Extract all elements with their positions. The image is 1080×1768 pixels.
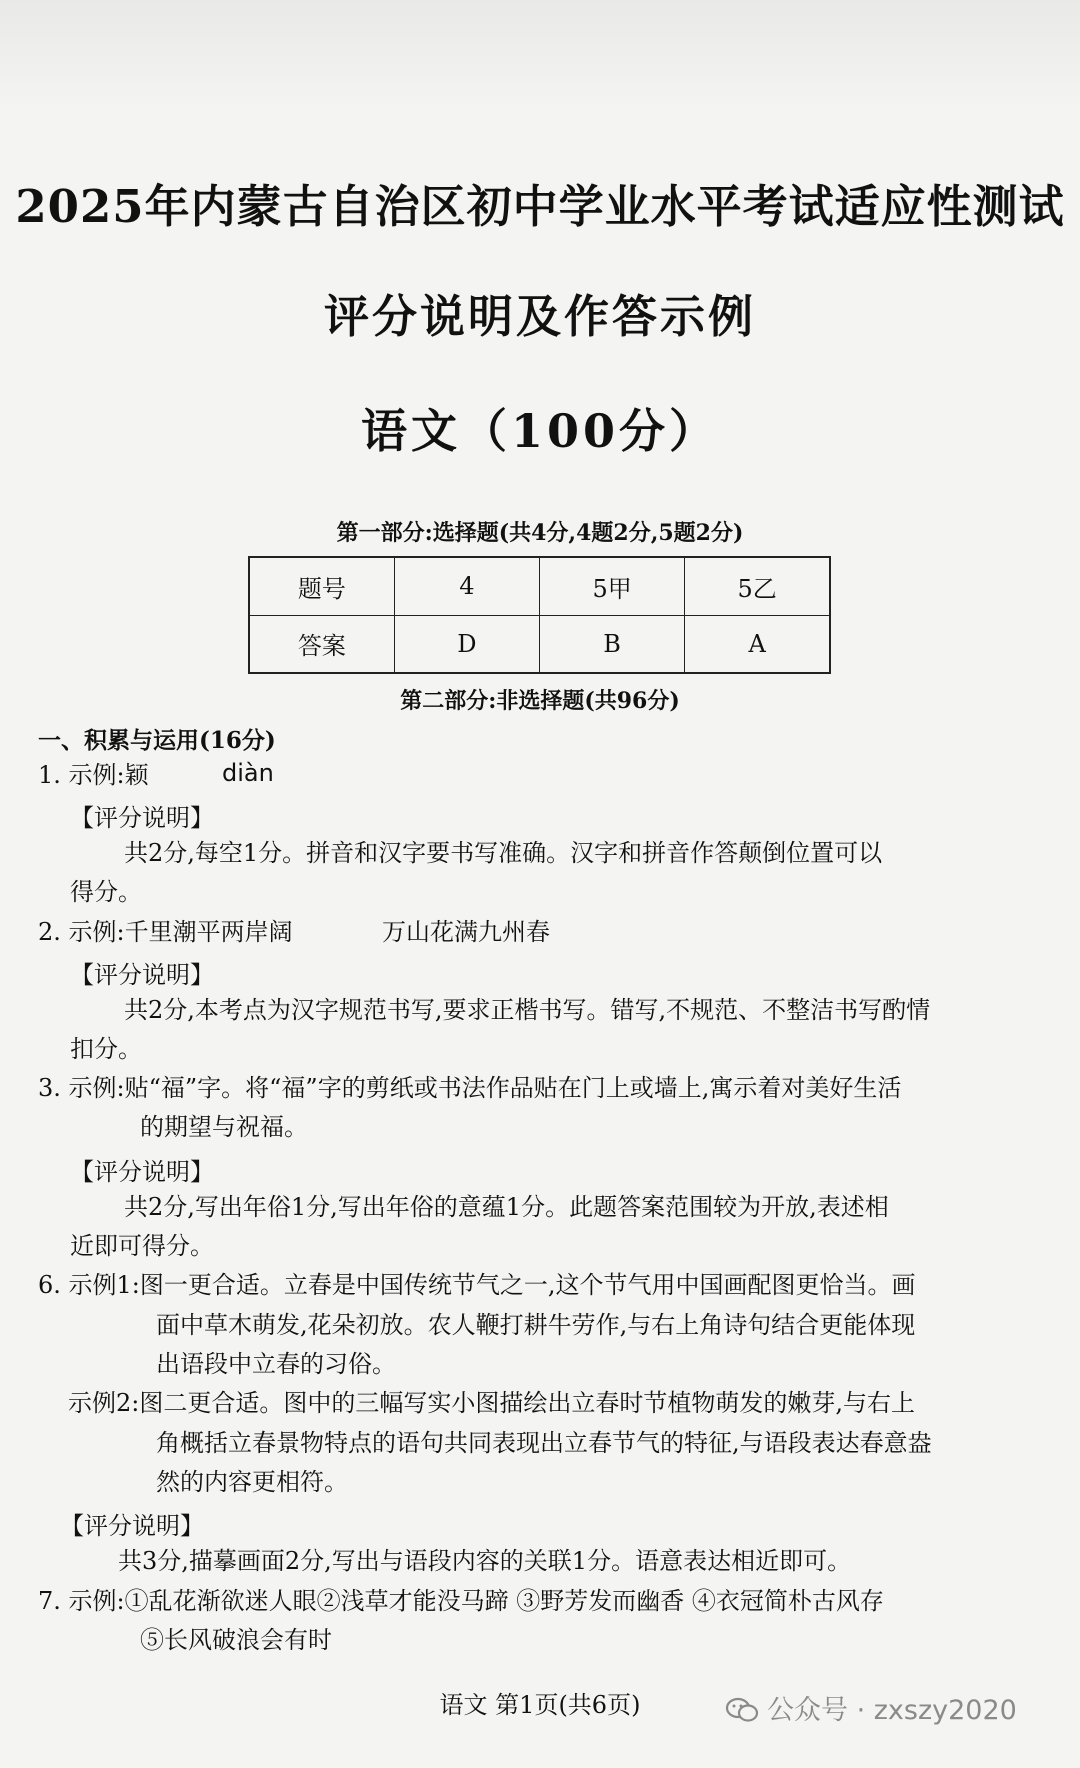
table-cell: A [685,615,830,673]
q3-example: 的期望与祝福。 [140,1113,308,1141]
table-cell: 5乙 [685,557,830,615]
q6-example-2: 角概括立春景物特点的语句共同表现出立春节气的特征,与语段表达春意盎 [156,1429,932,1457]
q1-pinyin: diàn [222,759,274,787]
table-row [249,615,830,673]
q2-note-line: 共2分,本考点为汉字规范书写,要求正楷书写。错写,不规范、不整洁书写酌情 [124,996,931,1024]
q2-example: 2. 示例:千里潮平两岸阔 [38,918,293,946]
q6-note-line: 共3分,描摹画面2分,写出与语段内容的关联1分。语意表达相近即可。 [118,1547,852,1575]
watermark [725,1688,1017,1727]
q3-note-line: 共2分,写出年俗1分,写出年俗的意蕴1分。此题答案范围较为开放,表述相 [124,1193,889,1221]
table-cell: B [540,615,685,673]
exam-subtitle: 评分说明及作答示例 [323,290,756,343]
q3-note-line: 近即可得分。 [70,1232,214,1260]
part1-heading: 第一部分:选择题(共4分,4题2分,5题2分) [336,520,744,546]
q1-note-label: 【评分说明】 [70,804,214,832]
q6-example-1: 出语段中立春的习俗。 [156,1350,396,1378]
exam-title: 2025年内蒙古自治区初中学业水平考试适应性测试 [15,180,1065,233]
q2-note-label: 【评分说明】 [70,961,214,989]
page-footer: 语文 第1页(共6页) [439,1691,641,1719]
scan-shadow [0,0,1080,110]
q3-example: 3. 示例:贴“福”字。将“福”字的剪纸或书法作品贴在门上或墙上,寓示着对美好生活 [38,1074,902,1102]
q6-example-2: 然的内容更相符。 [156,1468,348,1496]
q1-note-line: 得分。 [70,878,142,906]
section-heading: 一、积累与运用(16分) [38,727,276,754]
subject-title: 语文（100分） [360,404,720,458]
q6-example-1: 6. 示例1:图一更合适。立春是中国传统节气之一,这个节气用中国画配图更恰当。画 [38,1271,916,1299]
table-cell: 5甲 [540,557,685,615]
wechat-icon [725,1697,759,1723]
q6-example-2: 示例2:图二更合适。图中的三幅写实小图描绘出立春时节植物萌发的嫩芽,与右上 [68,1389,915,1417]
q2-note-line: 扣分。 [70,1035,142,1063]
watermark-label: 公众号 · zxszy2020 [767,1695,1017,1726]
q6-example-1: 面中草木萌发,花朵初放。农人鞭打耕牛劳作,与右上角诗句结合更能体现 [156,1311,916,1339]
q6-note-label: 【评分说明】 [60,1512,204,1540]
table-header-cell: 答案 [249,615,394,673]
table-cell: D [394,615,539,673]
table-cell: 4 [394,557,539,615]
q7-example: 7. 示例:①乱花渐欲迷人眼②浅草才能没马蹄 ③野芳发而幽香 ④衣冠简朴古风存 [38,1587,884,1615]
q1-note-line: 共2分,每空1分。拼音和汉字要书写准确。汉字和拼音作答颠倒位置可以 [124,839,883,867]
part2-heading: 第二部分:非选择题(共96分) [400,688,680,714]
answer-table [248,556,831,674]
q7-example: ⑤长风破浪会有时 [140,1626,332,1654]
q3-note-label: 【评分说明】 [70,1158,214,1186]
table-header-cell: 题号 [249,557,394,615]
table-row [249,557,830,615]
q1-example: 1. 示例:颖 [38,761,149,789]
q2-example: 万山花满九州春 [382,918,550,946]
